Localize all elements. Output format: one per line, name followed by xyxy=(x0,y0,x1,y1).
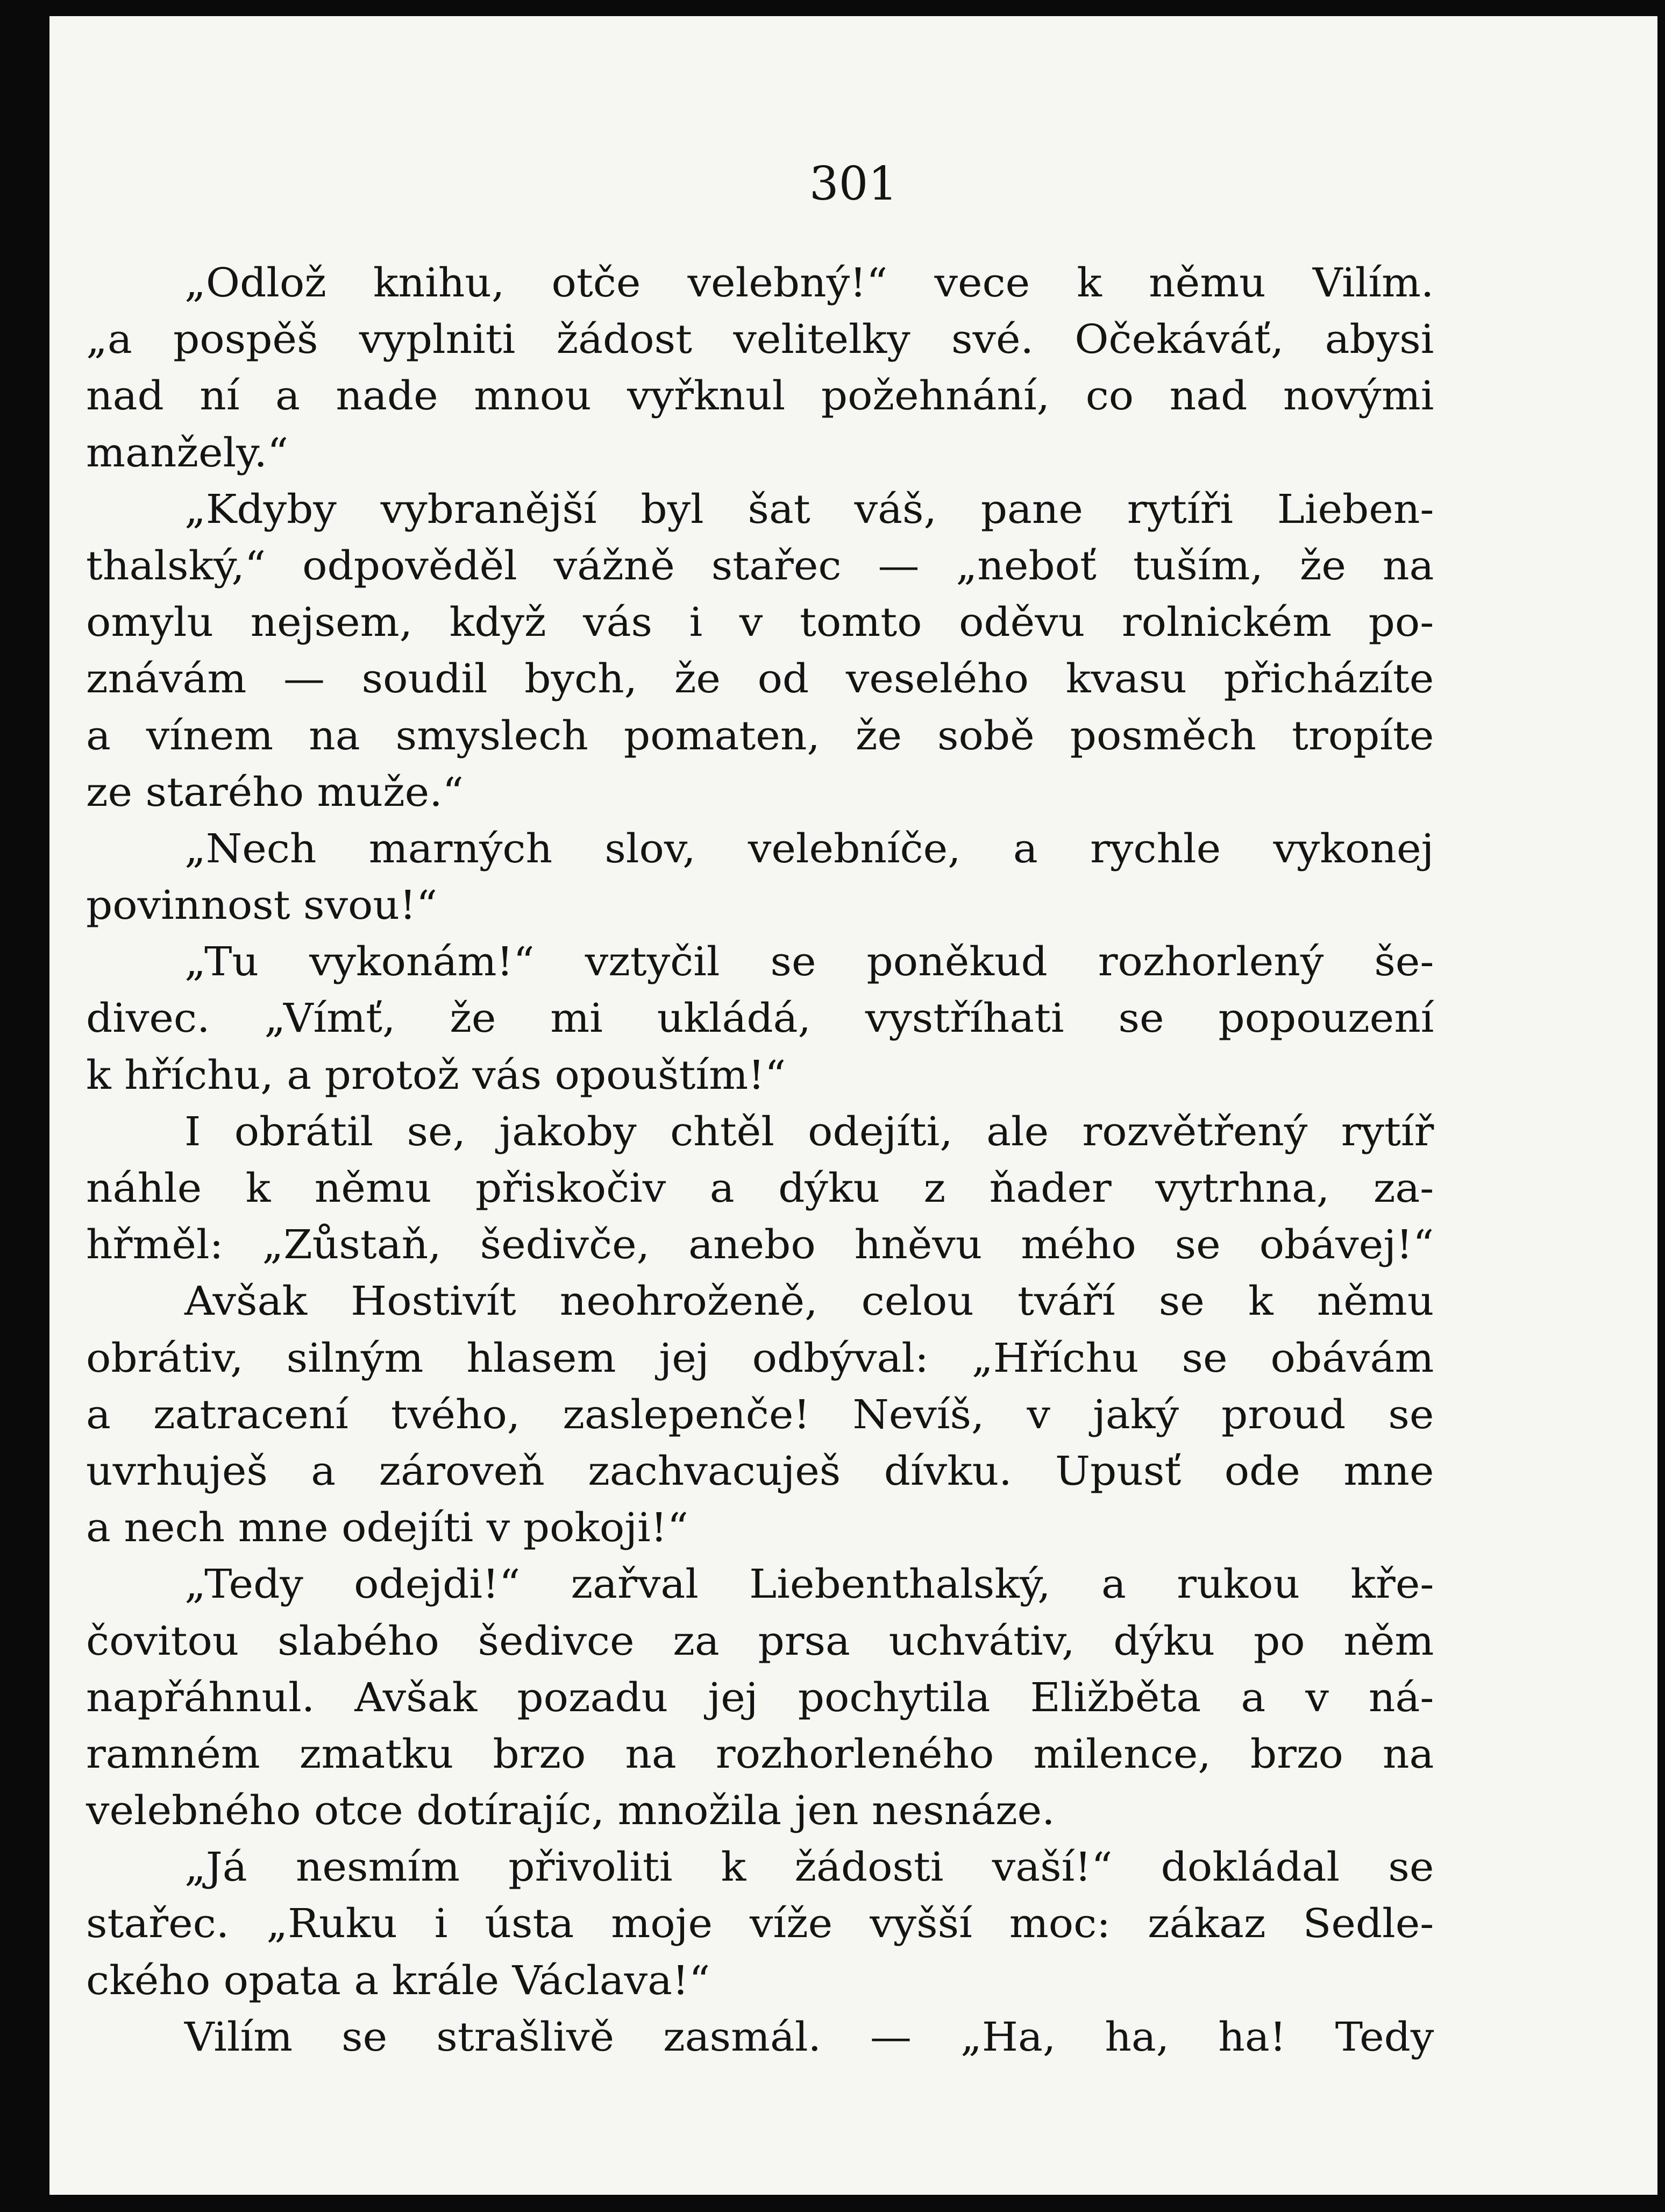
page-number: 301 xyxy=(809,157,898,211)
text-line: thalský,“ odpověděl vážně stařec — „neboť tuším, že na xyxy=(86,542,1434,589)
text-line: povinnost svou!“ xyxy=(86,882,438,929)
text-line: čovitou slabého šedivce za prsa uchvátiv, dýku po něm xyxy=(86,1618,1434,1664)
text-line: „Nech marných slov, velebníče, a rychle vykonej xyxy=(184,825,1434,872)
text-line: „Já nesmím přivoliti k žádosti vaší!“ dokládal se xyxy=(184,1844,1434,1891)
book-page xyxy=(49,16,1657,2195)
text-line: „Tedy odejdi!“ zařval Liebenthalský, a rukou kře- xyxy=(184,1561,1434,1608)
text-line: Vilím se strašlivě zasmál. — „Ha, ha, ha! Tedy xyxy=(184,2014,1434,2060)
text-line: „Kdyby vybranější byl šat váš, pane rytíři Lieben- xyxy=(184,486,1434,533)
text-line: nad ní a nade mnou vyřknul požehnání, co nad novými xyxy=(86,373,1434,420)
text-line: velebného otce dotírajíc, množila jen nesnáze. xyxy=(86,1788,1055,1834)
text-line: ckého opata a krále Václava!“ xyxy=(86,1957,710,2004)
text-line: I obrátil se, jakoby chtěl odejíti, ale rozvětřený rytíř xyxy=(184,1108,1434,1155)
text-line: obrátiv, silným hlasem jej odbýval: „Hříchu se obávám xyxy=(86,1335,1434,1381)
text-line: napřáhnul. Avšak pozadu jej pochytila Eližběta a v ná- xyxy=(86,1674,1434,1721)
text-line: uvrhuješ a zároveň zachvacuješ dívku. Upusť ode mne xyxy=(86,1448,1434,1494)
text-line: ramném zmatku brzo na rozhorleného milence, brzo na xyxy=(86,1731,1434,1777)
text-line: ze starého muže.“ xyxy=(86,769,464,816)
body-text xyxy=(86,255,1434,2066)
text-line: a nech mne odejíti v pokoji!“ xyxy=(86,1505,689,1551)
text-line: a vínem na smyslech pomaten, že sobě posměch tropíte xyxy=(86,712,1434,759)
text-line: divec. „Vímť, že mi ukládá, vystříhati se popouzení xyxy=(86,995,1434,1042)
text-line: hřměl: „Zůstaň, šedivče, anebo hněvu mého se obávej!“ xyxy=(86,1222,1434,1268)
text-line: znávám — soudil bych, že od veselého kvasu přicházíte xyxy=(86,656,1434,703)
text-line: „Odlož knihu, otče velebný!“ vece k němu Vilím. xyxy=(184,260,1434,306)
text-line: manžely.“ xyxy=(86,429,289,476)
text-line: Avšak Hostivít neohroženě, celou tváří se k němu xyxy=(184,1278,1434,1325)
text-line: omylu nejsem, když vás i v tomto oděvu rolnickém po- xyxy=(86,599,1434,646)
text-line: a zatracení tvého, zaslepenče! Nevíš, v jaký proud se xyxy=(86,1391,1434,1438)
text-line: k hříchu, a protož vás opouštím!“ xyxy=(86,1052,786,1098)
text-line: stařec. „Ruku i ústa moje víže vyšší moc: zákaz Sedle- xyxy=(86,1901,1434,1947)
text-line: náhle k němu přiskočiv a dýku z ňader vytrhna, za- xyxy=(86,1165,1434,1211)
text-line: „a pospěš vyplniti žádost velitelky své. Očekáváť, abysi xyxy=(86,316,1434,363)
text-line: „Tu vykonám!“ vztyčil se poněkud rozhorlený še- xyxy=(184,939,1434,986)
